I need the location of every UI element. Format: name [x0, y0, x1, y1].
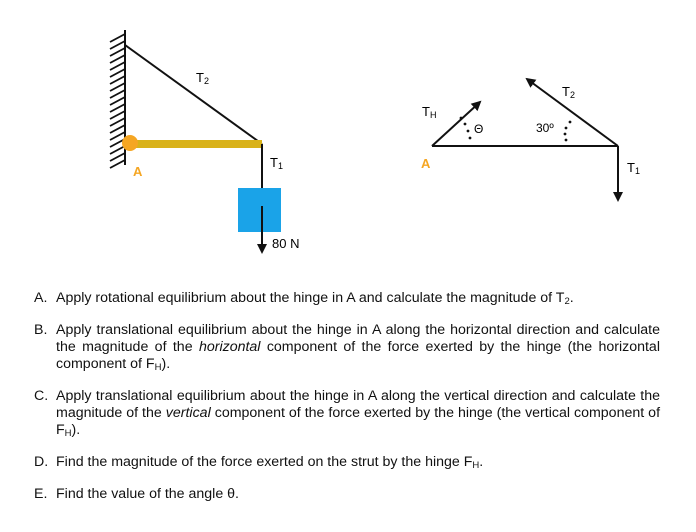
left-setup: [110, 30, 299, 252]
label-th: TH: [422, 104, 437, 120]
question-b: [34, 322, 660, 373]
hatch-mark: [110, 125, 125, 133]
label-a-right: A: [421, 156, 431, 171]
question-letter: C.: [34, 388, 49, 404]
question-letter: D.: [34, 454, 49, 470]
question-list: [34, 290, 660, 518]
wall-hatching: [110, 34, 125, 168]
hatch-mark: [110, 90, 125, 98]
hatch-mark: [110, 118, 125, 126]
question-text: Apply translational equilibrium about the hinge in A along the vertical direction and calculate the magnitude of the vertical component of the force exerted by the hinge (the vertical component of $F_H$).: [56, 388, 661, 439]
question-text: Find the value of the angle θ.: [56, 486, 239, 502]
right-fbd: [421, 79, 640, 200]
hinge-a: [122, 135, 138, 151]
label-t1-left: T1: [270, 155, 283, 171]
hatch-mark: [110, 48, 125, 56]
hatch-mark: [110, 62, 125, 70]
hatch-mark: [110, 83, 125, 91]
label-theta: Θ: [474, 122, 484, 136]
hatch-mark: [110, 97, 125, 105]
question-text: Find the magnitude of the force exerted on the strut by the hinge $F_H$.: [56, 454, 484, 471]
label-t2-left: T2: [196, 70, 209, 86]
question-a: [34, 290, 660, 307]
angle-arc-30: [564, 121, 572, 142]
hatch-mark: [110, 160, 125, 168]
hatch-mark: [110, 34, 125, 42]
label-angle-30: 30º: [536, 121, 554, 135]
hatch-mark: [110, 146, 125, 154]
label-t1-right: T1: [627, 160, 640, 176]
cable-t2: [125, 45, 262, 144]
label-a-left: A: [133, 164, 143, 179]
question-text: Apply rotational equilibrium about the hinge in A and calculate the magnitude of $T_2$.: [56, 290, 574, 307]
question-letter: A.: [34, 290, 48, 306]
label-t2-right: T2: [562, 84, 575, 100]
label-weight: 80 N: [272, 236, 300, 251]
hanging-mass: [238, 188, 281, 232]
hatch-mark: [110, 111, 125, 119]
hatch-mark: [110, 76, 125, 84]
question-d: [34, 454, 660, 471]
hatch-mark: [110, 104, 125, 112]
hatch-mark: [110, 55, 125, 63]
force-th: [432, 102, 480, 146]
question-c: [34, 388, 660, 439]
question-text: Apply translational equilibrium about the hinge in A along the horizontal direction and calculate the magnitude of the horizontal component of the force exerted by the hinge (the horizontal component of $F_H$).: [56, 322, 660, 373]
hatch-mark: [110, 69, 125, 77]
hatch-mark: [110, 41, 125, 49]
hatch-mark: [110, 153, 125, 161]
hatch-mark: [110, 132, 125, 140]
question-letter: E.: [34, 486, 48, 502]
question-e: [34, 486, 660, 503]
question-letter: B.: [34, 322, 48, 338]
